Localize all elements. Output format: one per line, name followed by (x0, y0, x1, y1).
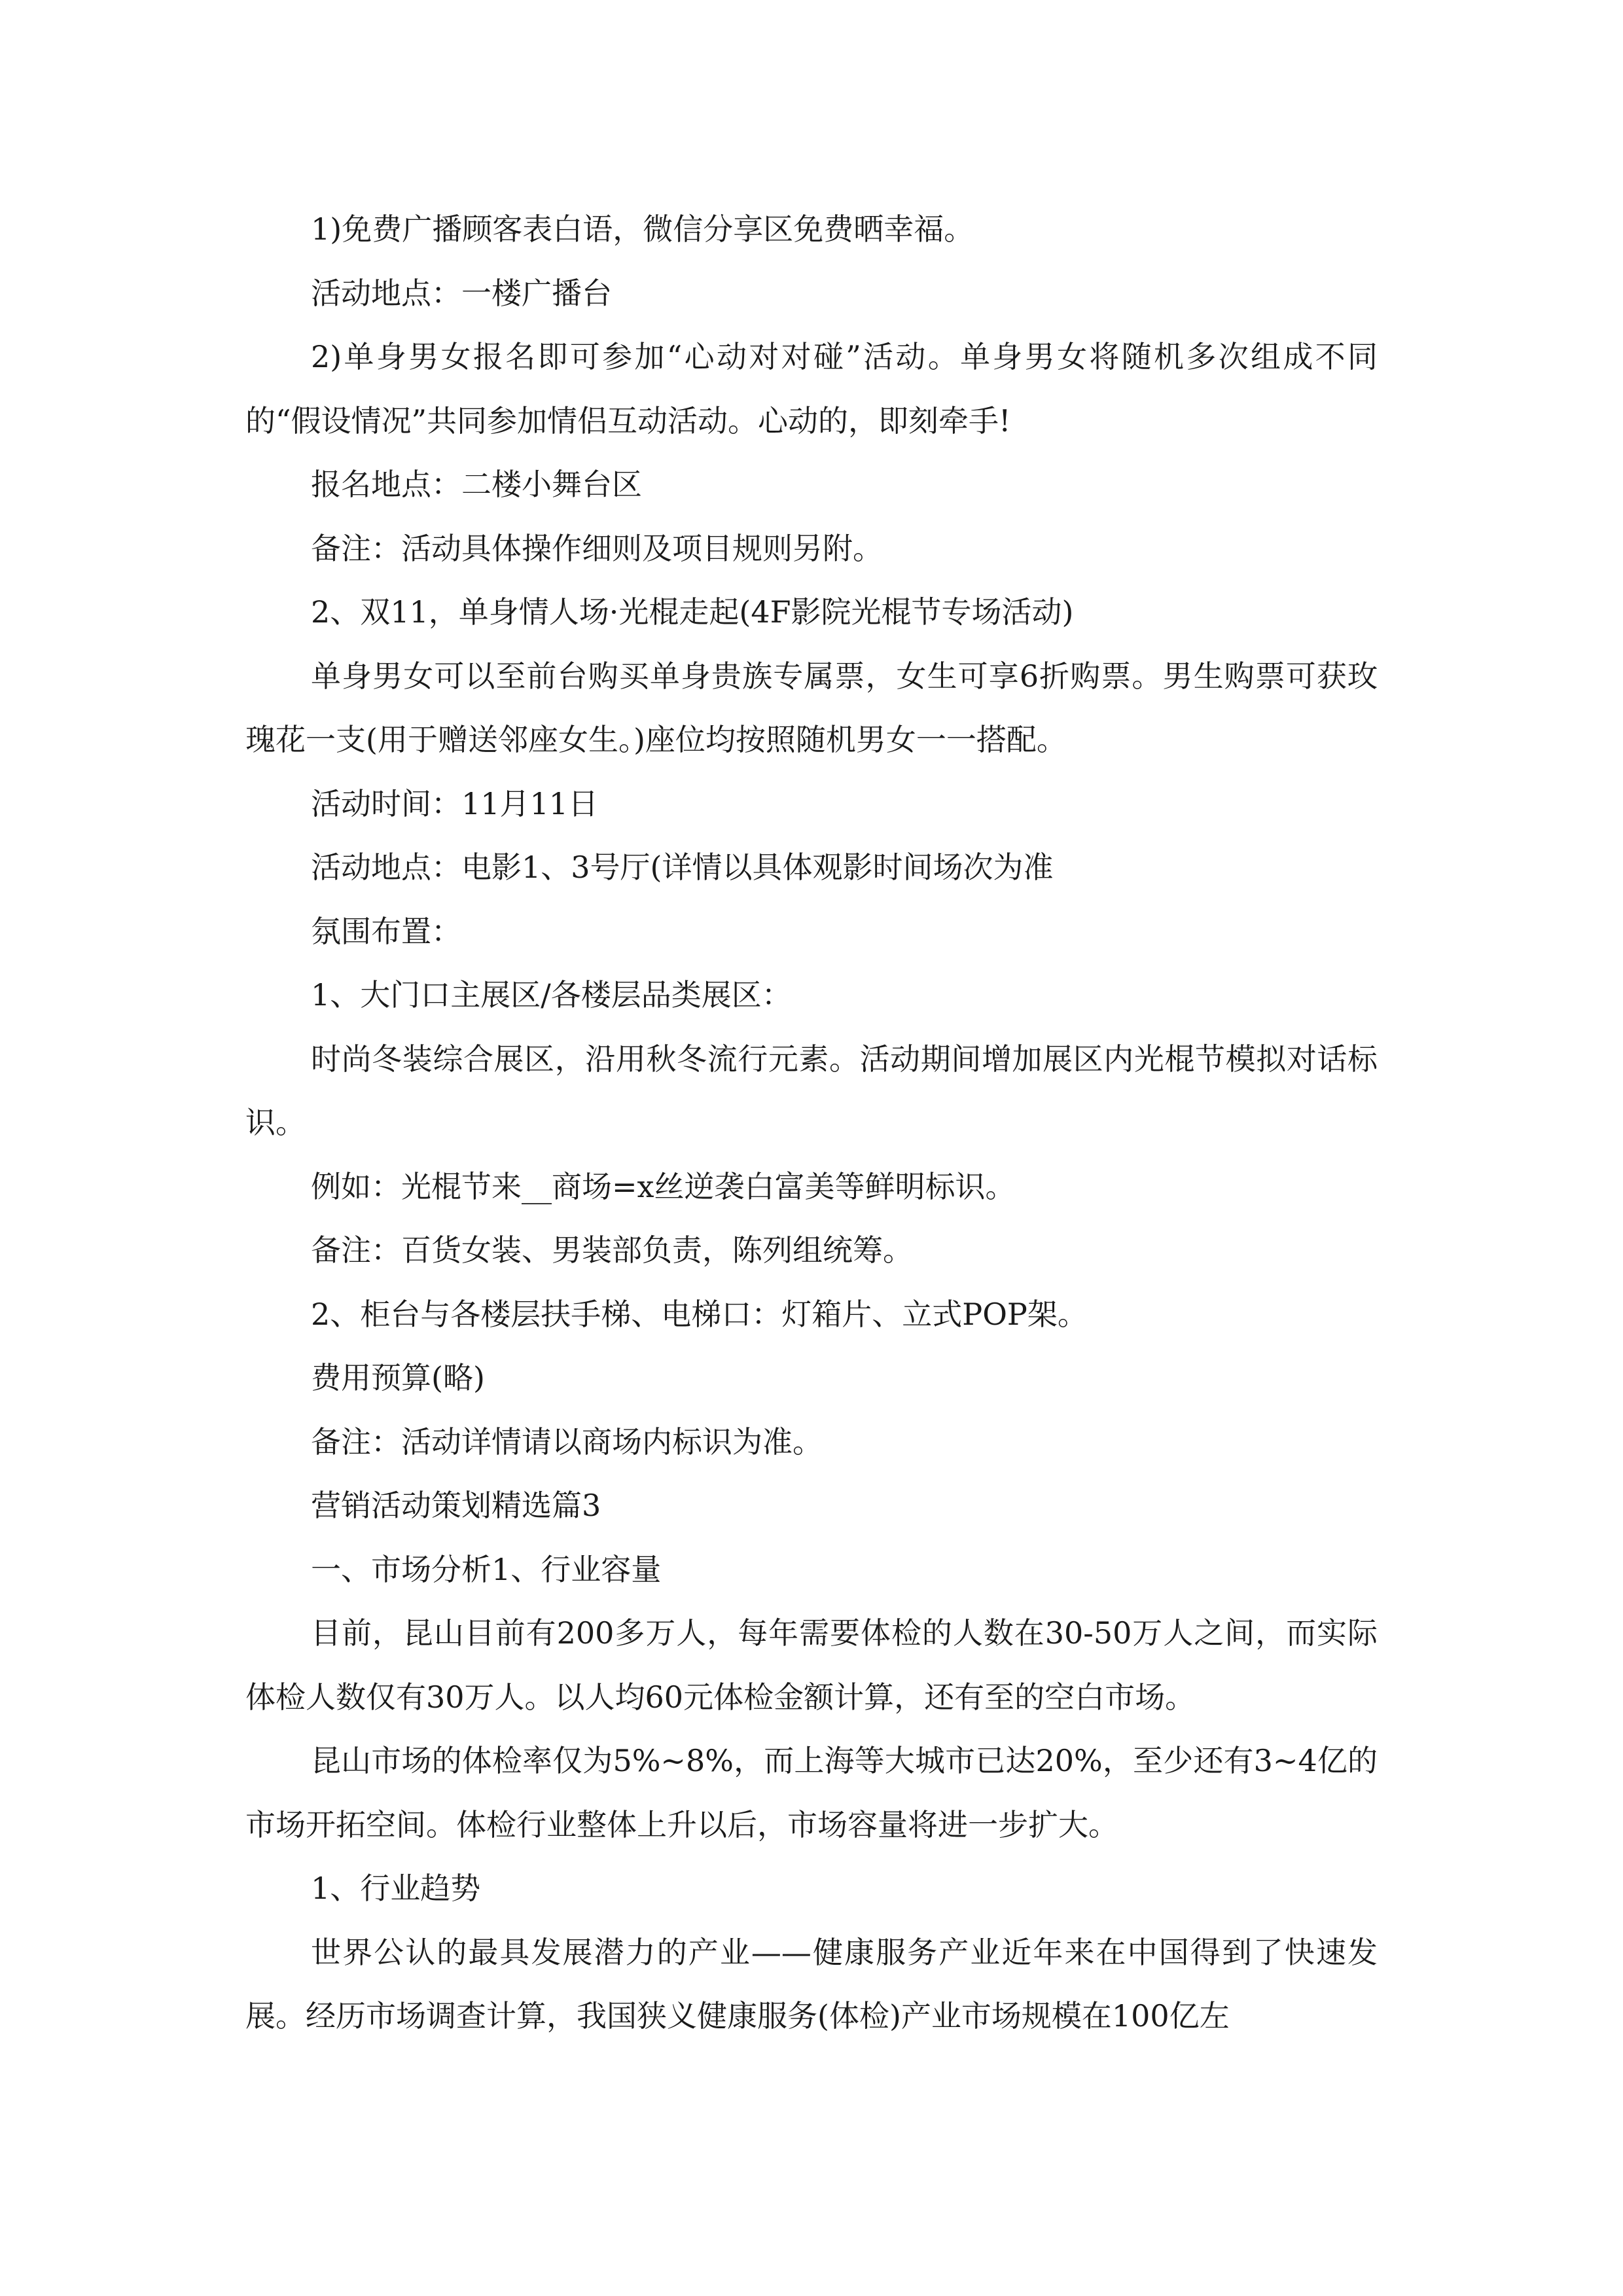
paragraph: 1、行业趋势 (311, 1871, 481, 1906)
paragraph: 费用预算(略) (311, 1360, 485, 1395)
paragraph: 目前，昆山目前有200多万人，每年需要体检的人数在30-50万人之间，而实际体检人数仅有30万人。以人均60元体检金额计算，还有至的空白市场。 (245, 1615, 1378, 1715)
paragraph: 时尚冬装综合展区，沿用秋冬流行元素。活动期间增加展区内光棍节模拟对话标识。 (245, 1041, 1378, 1140)
paragraph: 活动时间：11月11日 (311, 785, 599, 821)
paragraph: 活动地点：电影1、3号厅(详情以具体观影时间场次为准 (311, 850, 1054, 885)
paragraph: 2、双11，单身情人场·光棍走起(4F影院光棍节专场活动) (311, 594, 1074, 630)
paragraph: 备注：活动具体操作细则及项目规则另附。 (311, 530, 883, 566)
paragraph: 2)单身男女报名即可参加“心动对对碰”活动。单身男女将随机多次组成不同的“假设情况”共同参加情侣互动活动。心动的，即刻牵手! (245, 339, 1378, 439)
paragraph: 活动地点：一楼广播台 (311, 275, 612, 311)
paragraph: 1)免费广播顾客表白语，微信分享区免费晒幸福。 (311, 211, 974, 247)
paragraph: 备注：活动详情请以商场内标识为准。 (311, 1424, 823, 1460)
paragraph: 备注：百货女装、男装部负责，陈列组统筹。 (311, 1232, 913, 1268)
paragraph: 昆山市场的体检率仅为5%~8%，而上海等大城市已达20%，至少还有3~4亿的市场开拓空间。体检行业整体上升以后，市场容量将进一步扩大。 (245, 1743, 1378, 1842)
paragraph: 一、市场分析1、行业容量 (311, 1551, 662, 1587)
paragraph: 单身男女可以至前台购买单身贵族专属票，女生可享6折购票。男生购票可获玫瑰花一支(用于赠送邻座女生。)座位均按照随机男女一一搭配。 (245, 658, 1378, 757)
paragraph: 例如：光棍节来__商场=x丝逆袭白富美等鲜明标识。 (311, 1168, 1016, 1204)
document-body (245, 198, 1378, 2049)
paragraph: 氛围布置： (311, 913, 461, 949)
paragraph: 世界公认的最具发展潜力的产业——健康服务产业近年来在中国得到了快速发展。经历市场调查计算，我国狭义健康服务(体检)产业市场规模在100亿左 (245, 1934, 1378, 2034)
paragraph: 1、大门口主展区/各楼层品类展区： (311, 977, 792, 1013)
section-heading: 营销活动策划精选篇3 (311, 1488, 601, 1523)
paragraph: 报名地点：二楼小舞台区 (311, 467, 642, 502)
paragraph: 2、柜台与各楼层扶手梯、电梯口：灯箱片、立式POP架。 (311, 1296, 1088, 1332)
